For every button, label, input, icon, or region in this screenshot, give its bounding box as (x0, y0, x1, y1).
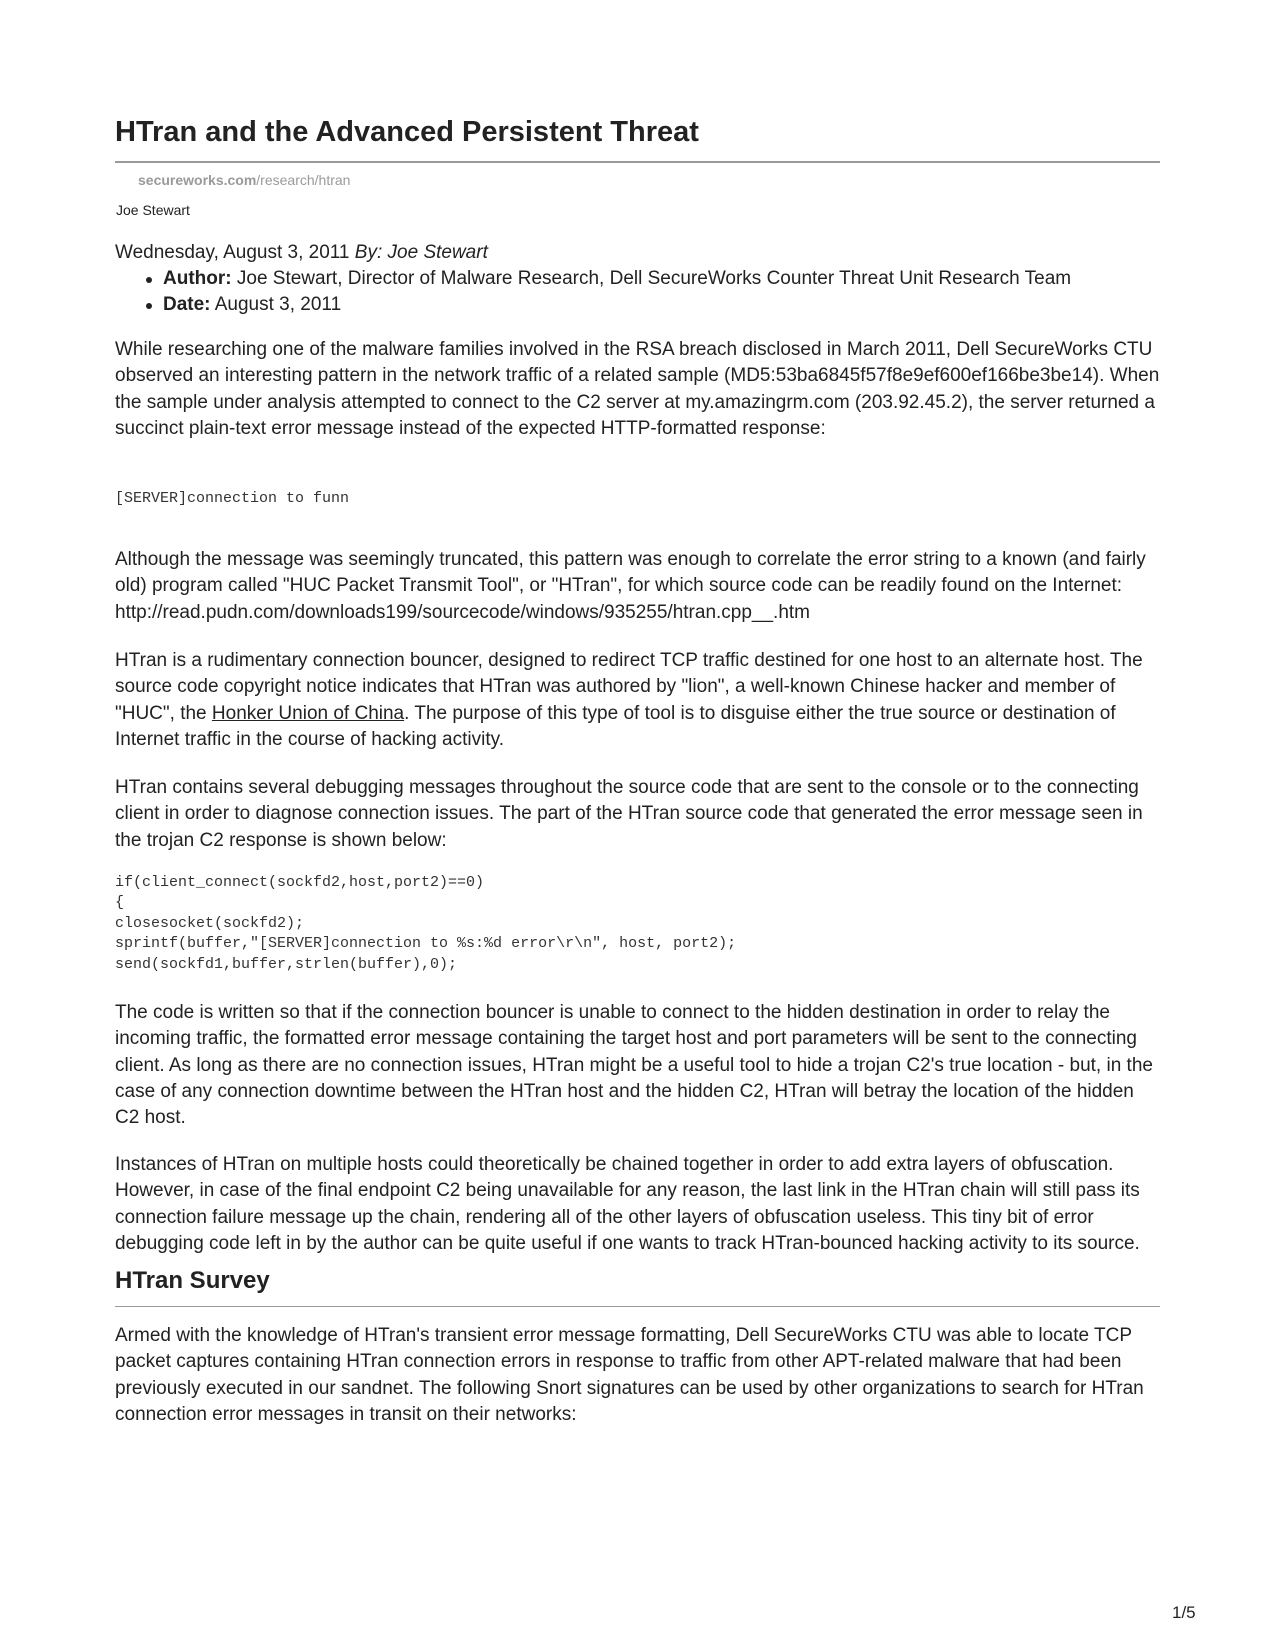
date-value: August 3, 2011 (210, 294, 342, 316)
page-number: 1/5 (1172, 1603, 1196, 1622)
code-block-error-string: [SERVER]connection to funn (115, 490, 350, 507)
meta-list (163, 266, 1071, 319)
paragraph-debug-messages: HTran contains several debugging messages throughout the source code that are sent to the console or to the connecting client in order to diagnose connection issues. The part of the HTran source code that generated the error message seen in the trojan C2 response is shown below: (115, 777, 1143, 851)
date-text: Wednesday, August 3, 2011 (115, 242, 350, 263)
source-url (138, 172, 350, 188)
author-label: Author: (163, 268, 232, 289)
section-divider (115, 1306, 1160, 1307)
article-title: HTran and the Advanced Persistent Threat (115, 116, 699, 148)
code-block-source: if(client_connect(sockfd2,host,port2)==0) { closesocket(sockfd2); sprintf(buffer,"[SERVER]connection to %s:%d error\r\n", host, port2); send(sockfd1,buffer,strlen(buffer),0); (115, 874, 737, 973)
paragraph-survey: Armed with the knowledge of HTran's transient error message formatting, Dell SecureWorks CTU was able to locate TCP packet captures containing HTran connection errors in response to traffic from other APT-related malware that had been previously executed in our sandnet. The following Snort signatures can be used by other organizations to search for HTran connection error messages in transit on their networks: (115, 1325, 1144, 1425)
honker-union-link[interactable]: Honker Union of China (211, 702, 405, 724)
paragraph-correlation: Although the message was seemingly truncated, this pattern was enough to correlate the error string to a known (and fairly old) program called "HUC Packet Transmit Tool", or "HTran", for which source code can be readily found on the Internet: http://read.pudn.com/downloads199/sourcecode/windows/935255/htran.cpp__.htm (115, 549, 1146, 623)
paragraph-htran-text-before: HTran is a rudimentary connection bouncer, designed to redirect TCP traffic destined for one host to an alternate host. The source code copyright notice indicates that HTran was authored by "lion", a well-known Chinese hacker and member of "HUC", the (115, 650, 1143, 724)
by-line: By: Joe Stewart (354, 242, 488, 263)
section-heading-survey: HTran Survey (115, 1267, 270, 1294)
author-value: Joe Stewart, Director of Malware Research, Dell SecureWorks Counter Threat Unit Research Team (231, 268, 1072, 289)
date-label: Date: (163, 294, 211, 316)
source-domain: secureworks.com (138, 172, 257, 188)
byline: Joe Stewart (116, 202, 190, 218)
paragraph-code-explanation: The code is written so that if the connection bouncer is unable to connect to the hidden destination in order to relay the incoming traffic, the formatted error message containing the target host and port parameters will be sent to the connecting client. As long as there are no connection issues, HTran might be a useful tool to hide a trojan C2's true location - but, in the case of any connection downtime between the HTran host and the hidden C2, HTran will betray the location of the hidden C2 host. (115, 1002, 1153, 1129)
paragraph-htran-text-after: . The purpose of this type of tool is to disguise either the true source or destination of Internet traffic in the course of hacking activity. (115, 702, 1116, 750)
meta-date-item (163, 292, 1071, 318)
source-path: /research/htran (256, 172, 351, 188)
meta-author-item (163, 266, 1071, 292)
title-divider (115, 161, 1160, 163)
paragraph-chaining: Instances of HTran on multiple hosts could theoretically be chained together in order to add extra layers of obfuscation. However, in case of the final endpoint C2 being unavailable for any reason, the last link in the HTran chain will still pass its connection failure message up the chain, rendering all of the other layers of obfuscation useless. This tiny bit of error debugging code left in by the author can be quite useful if one wants to track HTran-bounced hacking activity to its source. (115, 1154, 1140, 1254)
paragraph-htran-description (115, 648, 1160, 753)
paragraph-intro: While researching one of the malware families involved in the RSA breach disclosed in March 2011, Dell SecureWorks CTU observed an interesting pattern in the network traffic of a related sample (MD5:53ba6845f57f8e9ef600ef166be3be14). When the sample under analysis attempted to connect to the C2 server at my.amazingrm.com (203.92.45.2), the server returned a succinct plain-text error message instead of the expected HTTP-formatted response: (115, 339, 1160, 439)
date-line (115, 240, 1160, 266)
